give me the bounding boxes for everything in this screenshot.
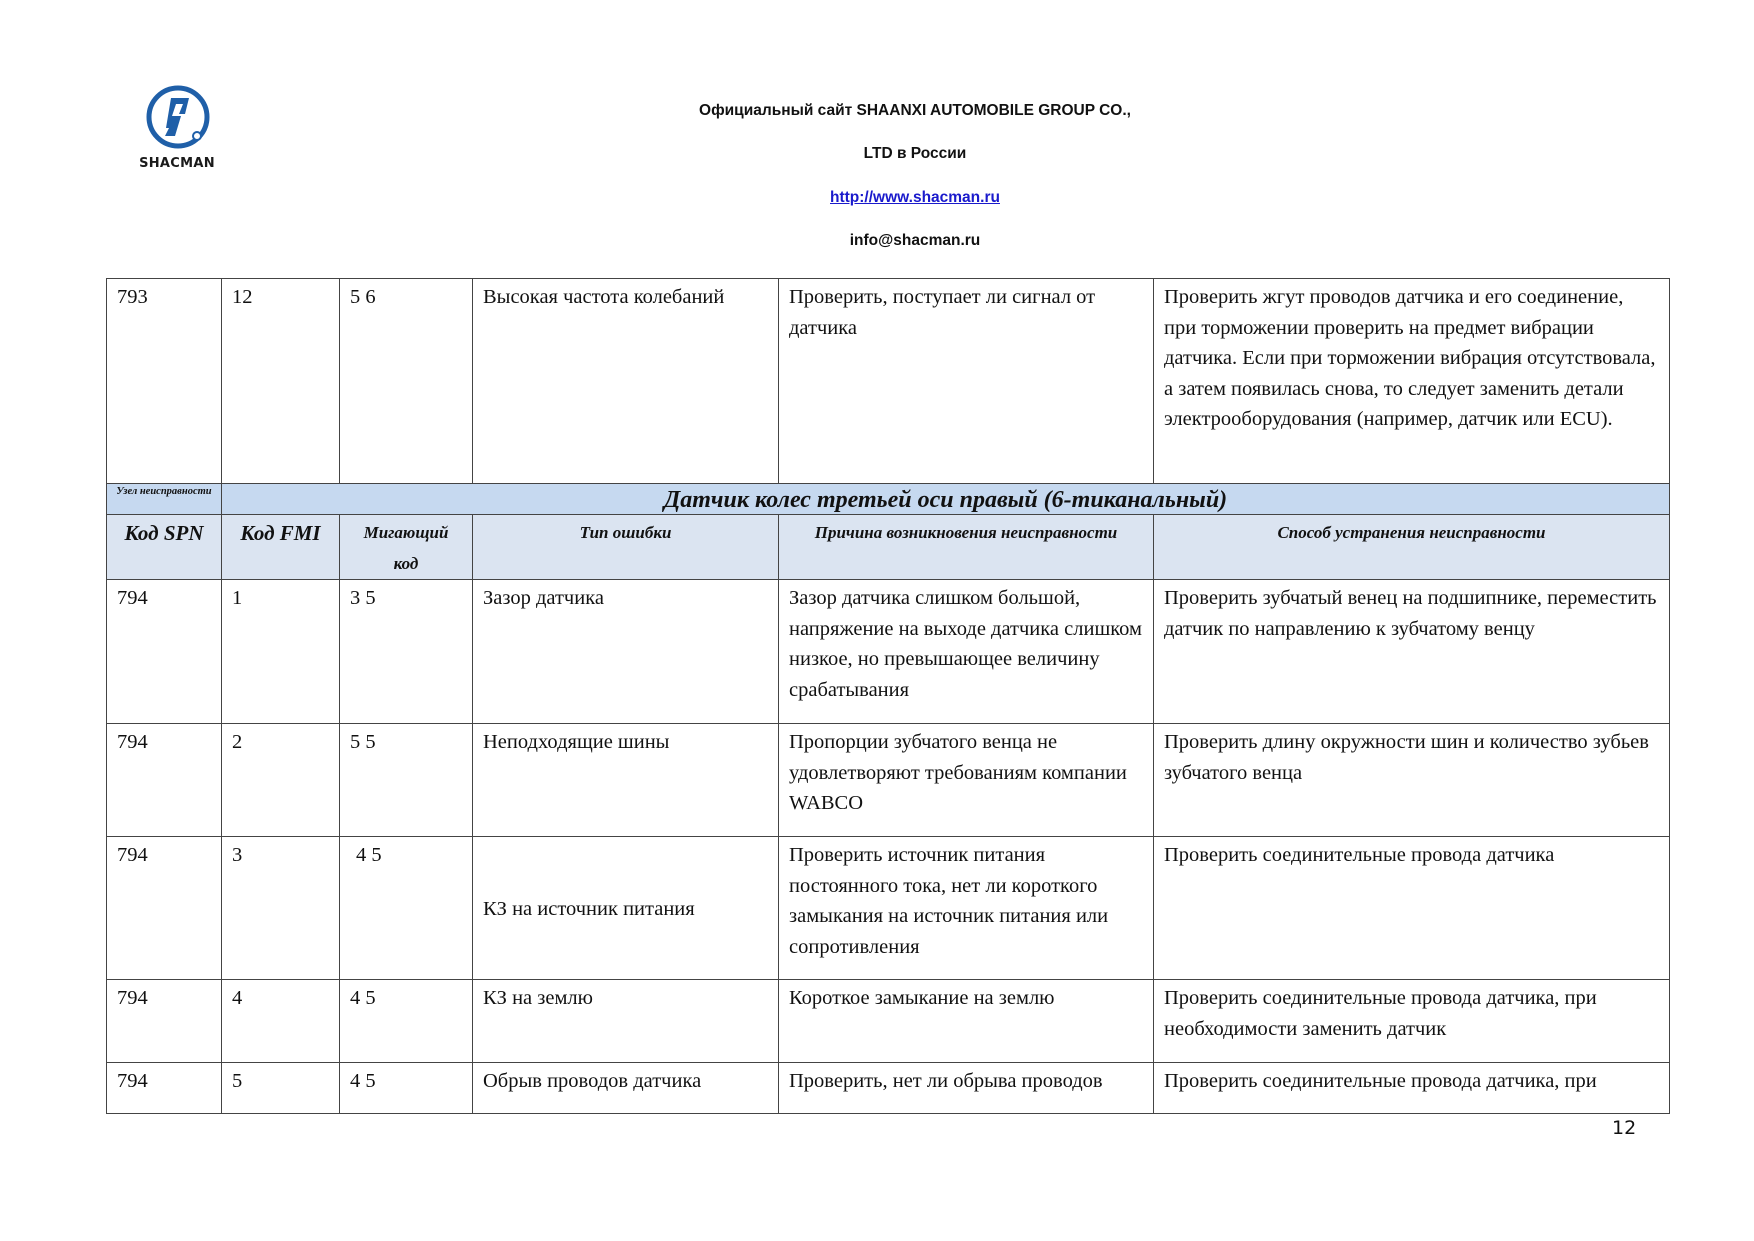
header-company-line2: LTD в России [863, 145, 967, 162]
cell-fix: Проверить жгут проводов датчика и его соединение, при торможении проверить на предмет вибрации датчика. Если при торможении вибрация отсутствовала, а затем появилась снова, то следует заменить детали электрооборудования (например, датчик или ECU). [1154, 279, 1670, 484]
table-row [107, 1063, 1670, 1114]
cell-error-type: Зазор датчика [473, 580, 779, 724]
cell-fix: Проверить соединительные провода датчика [1154, 837, 1670, 980]
cell-spn: 794 [107, 724, 222, 837]
header-company-line1: Официальный сайт SHAANXI AUTOMOBILE GROUP CO., [699, 102, 1131, 119]
cell-fmi: 2 [222, 724, 340, 837]
cell-cause: Проверить источник питания постоянного тока, нет ли короткого замыкания на источник питания или сопротивления [779, 837, 1154, 980]
table-row [107, 980, 1670, 1063]
col-header-cause: Причина возникновения неисправности [779, 515, 1154, 580]
cell-error-type: Высокая частота колебаний [473, 279, 779, 484]
section-row [107, 484, 1670, 515]
cell-blink-code: 3 5 [340, 580, 473, 724]
cell-cause: Проверить, поступает ли сигнал от датчика [779, 279, 1154, 484]
cell-fmi: 4 [222, 980, 340, 1063]
column-header-row [107, 515, 1670, 580]
col-header-spn: Код SPN [107, 515, 222, 580]
cell-blink-code: 5 5 [340, 724, 473, 837]
blink-code-text: 4 5 [356, 844, 382, 866]
cell-blink-code: 4 5 [340, 1063, 473, 1114]
cell-fix: Проверить зубчатый венец на подшипнике, переместить датчик по направлению к зубчатому венцу [1154, 580, 1670, 724]
cell-fmi: 12 [222, 279, 340, 484]
fault-code-table [106, 278, 1670, 1114]
col-header-blink: Мигающий код [340, 515, 473, 580]
shacman-logo-icon [145, 84, 211, 150]
table-row [107, 279, 1670, 484]
shacman-logo [124, 84, 230, 174]
cell-blink-code [340, 837, 473, 980]
cell-spn: 794 [107, 1063, 222, 1114]
cell-error-type: Неподходящие шины [473, 724, 779, 837]
table-row [107, 724, 1670, 837]
cell-error-type: КЗ на источник питания [473, 837, 779, 980]
cell-blink-code: 5 6 [340, 279, 473, 484]
header-website [600, 189, 1230, 207]
cell-error-type: КЗ на землю [473, 980, 779, 1063]
cell-spn: 794 [107, 980, 222, 1063]
cell-spn: 794 [107, 580, 222, 724]
cell-cause: Проверить, нет ли обрыва проводов [779, 1063, 1154, 1114]
cell-error-type: Обрыв проводов датчика [473, 1063, 779, 1114]
cell-fix: Проверить длину окружности шин и количество зубьев зубчатого венца [1154, 724, 1670, 837]
col-header-type: Тип ошибки [473, 515, 779, 580]
header-email: info@shacman.ru [849, 232, 981, 249]
cell-fmi: 5 [222, 1063, 340, 1114]
fault-node-label: Узел неисправности [107, 484, 222, 515]
col-header-fix: Способ устранения неисправности [1154, 515, 1670, 580]
website-link[interactable]: http://www.shacman.ru [830, 189, 1000, 206]
cell-spn: 793 [107, 279, 222, 484]
cell-cause: Короткое замыкание на землю [779, 980, 1154, 1063]
col-header-fmi: Код FMI [222, 515, 340, 580]
page-number: 12 [1612, 1117, 1637, 1139]
cell-fmi: 3 [222, 837, 340, 980]
logo-text: SHACMAN [139, 156, 215, 171]
table-row [107, 837, 1670, 980]
cell-spn: 794 [107, 837, 222, 980]
table-row [107, 580, 1670, 724]
cell-cause: Зазор датчика слишком большой, напряжение на выходе датчика слишком низкое, но превышающее величину срабатывания [779, 580, 1154, 724]
cell-fix: Проверить соединительные провода датчика, при необходимости заменить датчик [1154, 980, 1670, 1063]
cell-cause: Пропорции зубчатого венца не удовлетворяют требованиям компании WABCO [779, 724, 1154, 837]
cell-blink-code: 4 5 [340, 980, 473, 1063]
section-title: Датчик колес третьей оси правый (6-тиканальный) [222, 484, 1670, 515]
cell-fix: Проверить соединительные провода датчика, при [1154, 1063, 1670, 1114]
cell-fmi: 1 [222, 580, 340, 724]
